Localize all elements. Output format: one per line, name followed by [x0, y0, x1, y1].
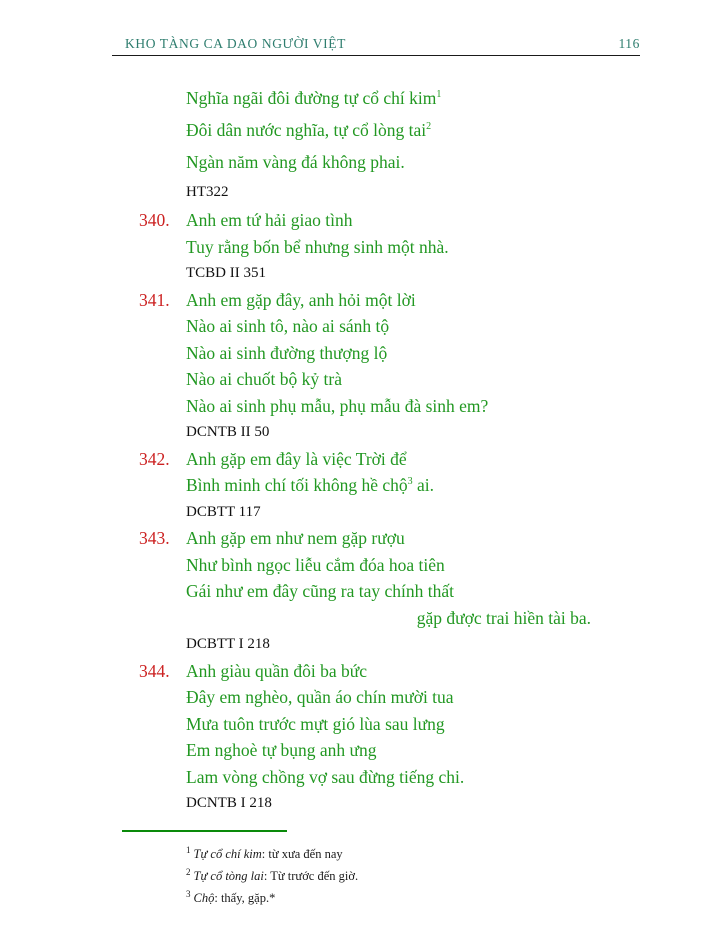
footnote-3	[186, 885, 723, 907]
verse-entry-342	[139, 446, 591, 526]
footnote-2	[186, 863, 723, 885]
verse-line	[139, 525, 591, 552]
header-rule	[112, 55, 640, 56]
entry-number: 343.	[139, 528, 170, 548]
verse-text: Anh em tứ hải giao tình	[186, 210, 353, 230]
source-code: DCBTT 117	[186, 503, 261, 520]
source-code: DCNTB I 218	[186, 795, 272, 811]
verse-line: Nào ai sinh tô, nào ai sánh tộ	[186, 316, 390, 336]
source-code: DCBTT I 218	[186, 636, 270, 652]
footnote-divider	[122, 830, 287, 832]
verse-entry-continued	[186, 82, 591, 207]
verse-line: Lam vòng chồng vợ sau đừng tiếng chi.	[186, 766, 465, 787]
footnote-marker: 2	[186, 866, 191, 877]
verse-text: Bình minh chí tối không hề chộ	[186, 475, 408, 495]
running-title: KHO TÀNG CA DAO NGƯỜI VIỆT	[125, 36, 346, 51]
page-number: 116	[618, 36, 640, 51]
source-code: DCNTB II 50	[186, 424, 270, 440]
footnote-text: : từ xưa đến nay	[261, 846, 343, 861]
footnote-term: Tự cổ chí kim	[193, 846, 262, 861]
footnote-marker: 3	[186, 888, 191, 899]
footnote-term: Tự cổ tòng lai	[193, 868, 264, 883]
verse-text: Anh gặp em như nem gặp rượu	[186, 528, 405, 548]
verse-line	[139, 207, 591, 234]
footnote-text: : thấy, gặp.*	[214, 890, 276, 905]
footnote-term: Chộ	[193, 890, 215, 905]
entry-number: 341.	[139, 289, 170, 310]
verse-line	[139, 446, 591, 473]
verse-entry-343	[139, 525, 591, 658]
verse-line: Mưa tuôn trước mựt gió lùa sau lưng	[186, 713, 445, 734]
entry-number: 344.	[139, 660, 170, 681]
verse-entry-341	[139, 287, 591, 446]
footnote-text: : Từ trước đến giờ.	[263, 868, 359, 883]
footnote-ref: 3	[407, 476, 413, 488]
page-header	[0, 0, 723, 52]
footnote-ref: 2	[426, 121, 432, 133]
verse-entry-344	[139, 658, 591, 817]
verse-text: Nghĩa ngãi đôi đường tự cổ chí kim	[186, 88, 437, 108]
verse-line	[139, 287, 591, 314]
verse-entry-340	[139, 207, 591, 287]
verse-list	[139, 82, 591, 817]
source-code: HT322	[186, 184, 229, 200]
footnote-1	[186, 841, 723, 863]
entry-number: 340.	[139, 210, 170, 230]
verse-text: ai.	[412, 475, 435, 495]
verse-text: Anh em gặp đây, anh hỏi một lời	[186, 289, 416, 310]
verse-line: Nào ai sinh phụ mẫu, phụ mẫu đà sinh em?	[186, 395, 489, 416]
verse-line	[139, 658, 591, 685]
verse-line-right-aligned: gặp được trai hiền tài ba.	[416, 607, 591, 628]
source-code: TCBD II 351	[186, 265, 266, 281]
verse-line	[186, 114, 591, 146]
verse-text: Đôi dân nước nghĩa, tự cổ lòng tai	[186, 120, 427, 140]
verse-line: Đây em nghèo, quần áo chín mười tua	[186, 687, 454, 707]
verse-text: Anh giàu quần đôi ba bức	[186, 660, 368, 681]
entry-number: 342.	[139, 448, 170, 469]
verse-line: Nào ai sinh đường thượng lộ	[186, 342, 388, 363]
verse-line: Như bình ngọc liễu cắm đóa hoa tiên	[186, 554, 445, 575]
footnote-marker: 1	[186, 844, 191, 855]
verse-line	[186, 472, 591, 499]
verse-text: Anh gặp em đây là việc Trời để	[186, 448, 407, 469]
verse-line: Nào ai chuốt bộ kỷ trà	[186, 369, 342, 389]
verse-line	[186, 82, 591, 114]
verse-line: Tuy rằng bốn bể nhưng sinh một nhà.	[186, 236, 449, 257]
footnote-ref: 1	[436, 89, 442, 101]
verse-line: Em nghoè tự bụng anh ưng	[186, 740, 377, 760]
verse-line: Ngàn năm vàng đá không phai.	[186, 152, 405, 172]
footnotes	[186, 841, 723, 907]
verse-line: Gái như em đây cũng ra tay chính thất	[186, 581, 455, 601]
